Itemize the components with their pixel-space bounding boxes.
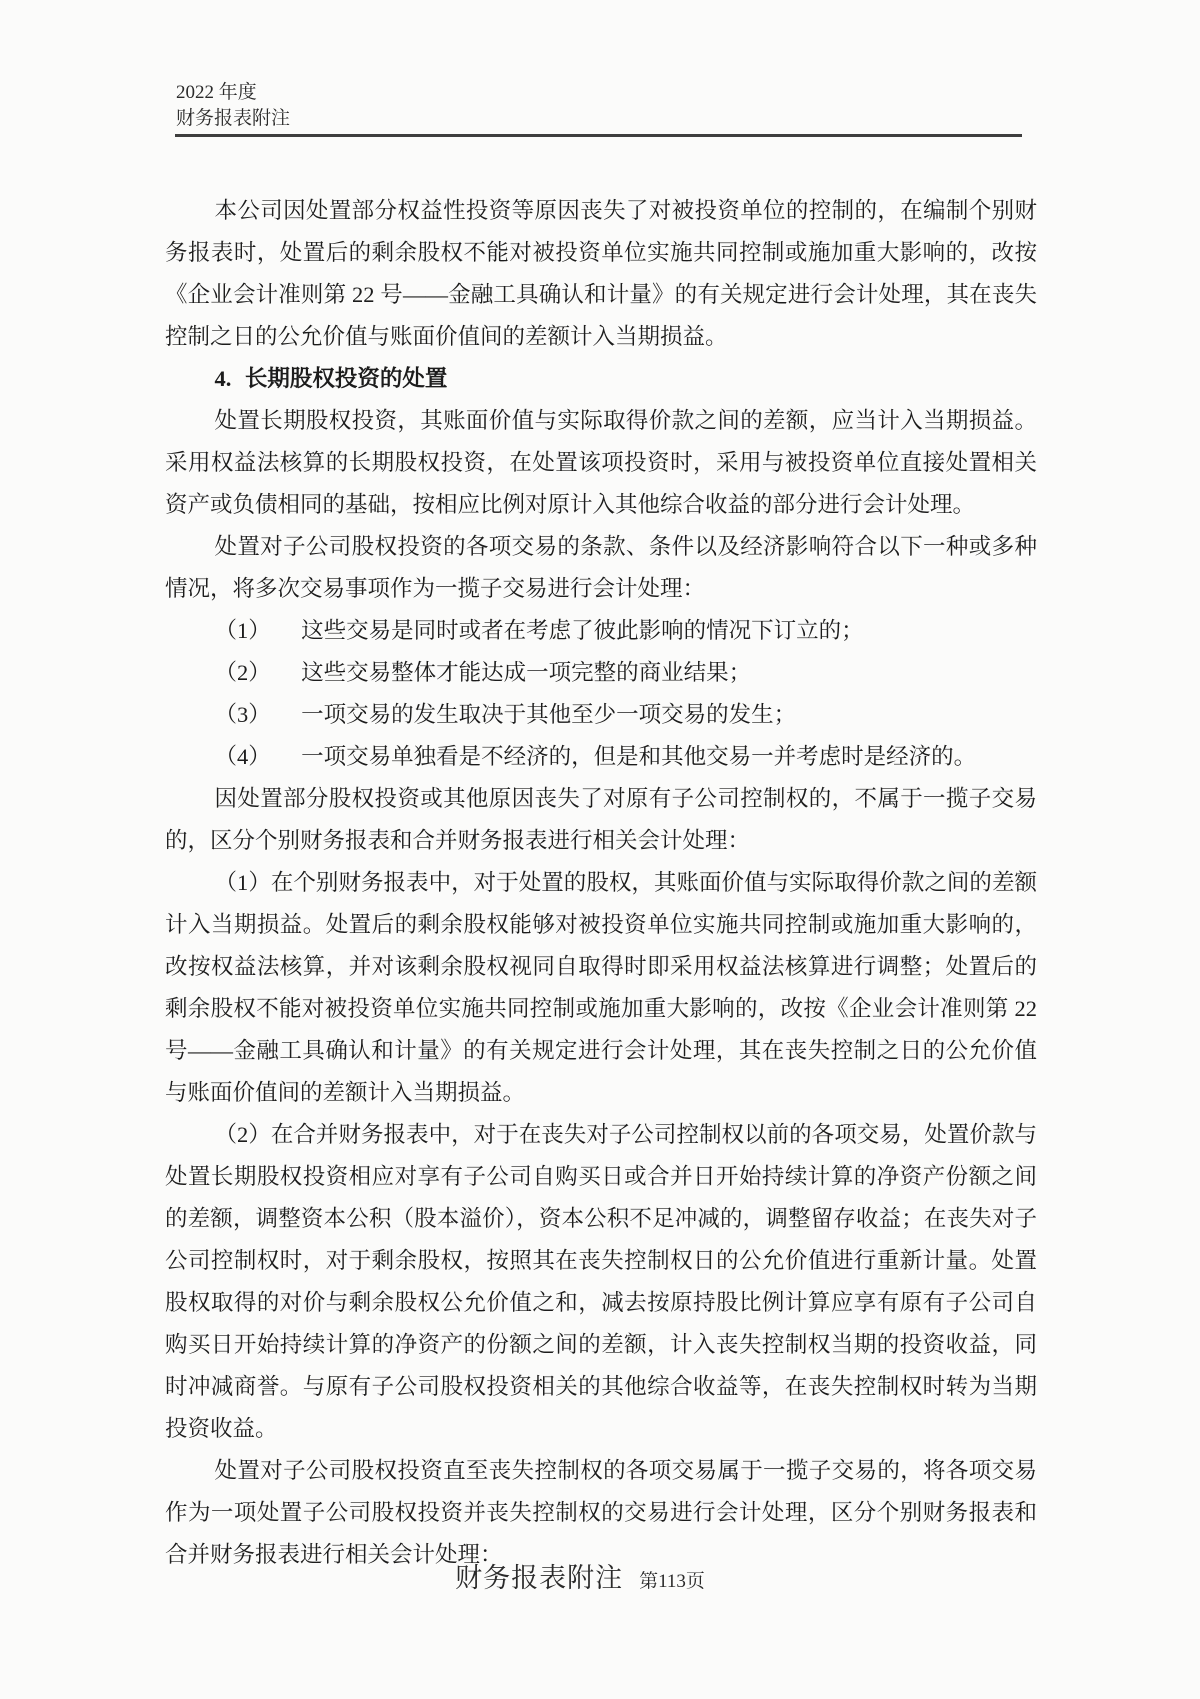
header-doc-line: 财务报表附注 — [176, 108, 291, 129]
list-item-text: 一项交易单独看是不经济的，但是和其他交易一并考虑时是经济的。 — [301, 744, 977, 769]
header-rule — [175, 134, 1022, 137]
footer-page-number: 第113页 — [639, 1571, 705, 1592]
list-item — [165, 694, 1037, 736]
document-body — [165, 190, 1037, 1576]
paragraph: 处置对子公司股权投资的各项交易的条款、条件以及经济影响符合以下一种或多种情况，将多次交易事项作为一揽子交易进行会计处理： — [165, 534, 1037, 601]
paragraph: （1）在个别财务报表中，对于处置的股权，其账面价值与实际取得价款之间的差额计入当期损益。处置后的剩余股权能够对被投资单位实施共同控制或施加重大影响的，改按权益法核算，并对该剩余股权视同自取得时即采用权益法核算进行调整；处置后的剩余股权不能对被投资单位实施共同控制或施加重大影响的，改按《企业会计准则第 22 号——金融工具确认和计量》的有关规定进行会计处理，其在丧失控制之日的公允价值与账面价值间的差额计入当期损益。 — [165, 870, 1037, 1105]
section-title: 长期股权投资的处置 — [244, 366, 448, 391]
paragraph: （2）在合并财务报表中，对于在丧失对子公司控制权以前的各项交易，处置价款与处置长期股权投资相应对享有子公司自购买日或合并日开始持续计算的净资产份额之间的差额，调整资本公积（股本溢价），资本公积不足冲减的，调整留存收益；在丧失对子公司控制权时，对于剩余股权，按照其在丧失控制权日的公允价值进行重新计量。处置股权取得的对价与剩余股权公允价值之和，减去按原持股比例计算应享有原有子公司自购买日开始持续计算的净资产的份额之间的差额，计入丧失控制权当期的投资收益，同时冲减商誉。与原有子公司股权投资相关的其他综合收益等，在丧失控制权时转为当期投资收益。 — [165, 1122, 1037, 1441]
list-item-text: 这些交易整体才能达成一项完整的商业结果； — [301, 660, 752, 685]
list-item — [165, 736, 1037, 778]
footer-title: 财务报表附注 — [455, 1563, 624, 1593]
paragraph: 处置长期股权投资，其账面价值与实际取得价款之间的差额，应当计入当期损益。采用权益法核算的长期股权投资，在处置该项投资时，采用与被投资单位直接处置相关资产或负债相同的基础，按相应比例对原计入其他综合收益的部分进行会计处理。 — [165, 408, 1037, 517]
page-footer — [165, 1556, 995, 1595]
page-header — [176, 80, 290, 132]
paragraph: 本公司因处置部分权益性投资等原因丧失了对被投资单位的控制的，在编制个别财务报表时，处置后的剩余股权不能对被投资单位实施共同控制或施加重大影响的，改按《企业会计准则第 22 号——金融工具确认和计量》的有关规定进行会计处理，其在丧失控制之日的公允价值与账面价值间的差额计入当期损益。 — [165, 198, 1037, 349]
list-item — [165, 652, 1037, 694]
list-item-number: （1） — [214, 618, 271, 643]
header-year-line: 2022 年度 — [176, 82, 257, 103]
list-item — [165, 610, 1037, 652]
paragraph: 处置对子公司股权投资直至丧失控制权的各项交易属于一揽子交易的，将各项交易作为一项处置子公司股权投资并丧失控制权的交易进行会计处理，区分个别财务报表和合并财务报表进行相关会计处理： — [165, 1458, 1037, 1567]
section-number: 4. — [214, 366, 232, 391]
list-item-number: （3） — [214, 702, 271, 727]
paragraph: 因处置部分股权投资或其他原因丧失了对原有子公司控制权的，不属于一揽子交易的，区分个别财务报表和合并财务报表进行相关会计处理： — [165, 786, 1037, 853]
section-heading — [165, 358, 1037, 400]
list-item-text: 这些交易是同时或者在考虑了彼此影响的情况下订立的； — [301, 618, 864, 643]
list-item-text: 一项交易的发生取决于其他至少一项交易的发生； — [301, 702, 797, 727]
list-item-number: （2） — [214, 660, 271, 685]
list-item-number: （4） — [214, 744, 271, 769]
